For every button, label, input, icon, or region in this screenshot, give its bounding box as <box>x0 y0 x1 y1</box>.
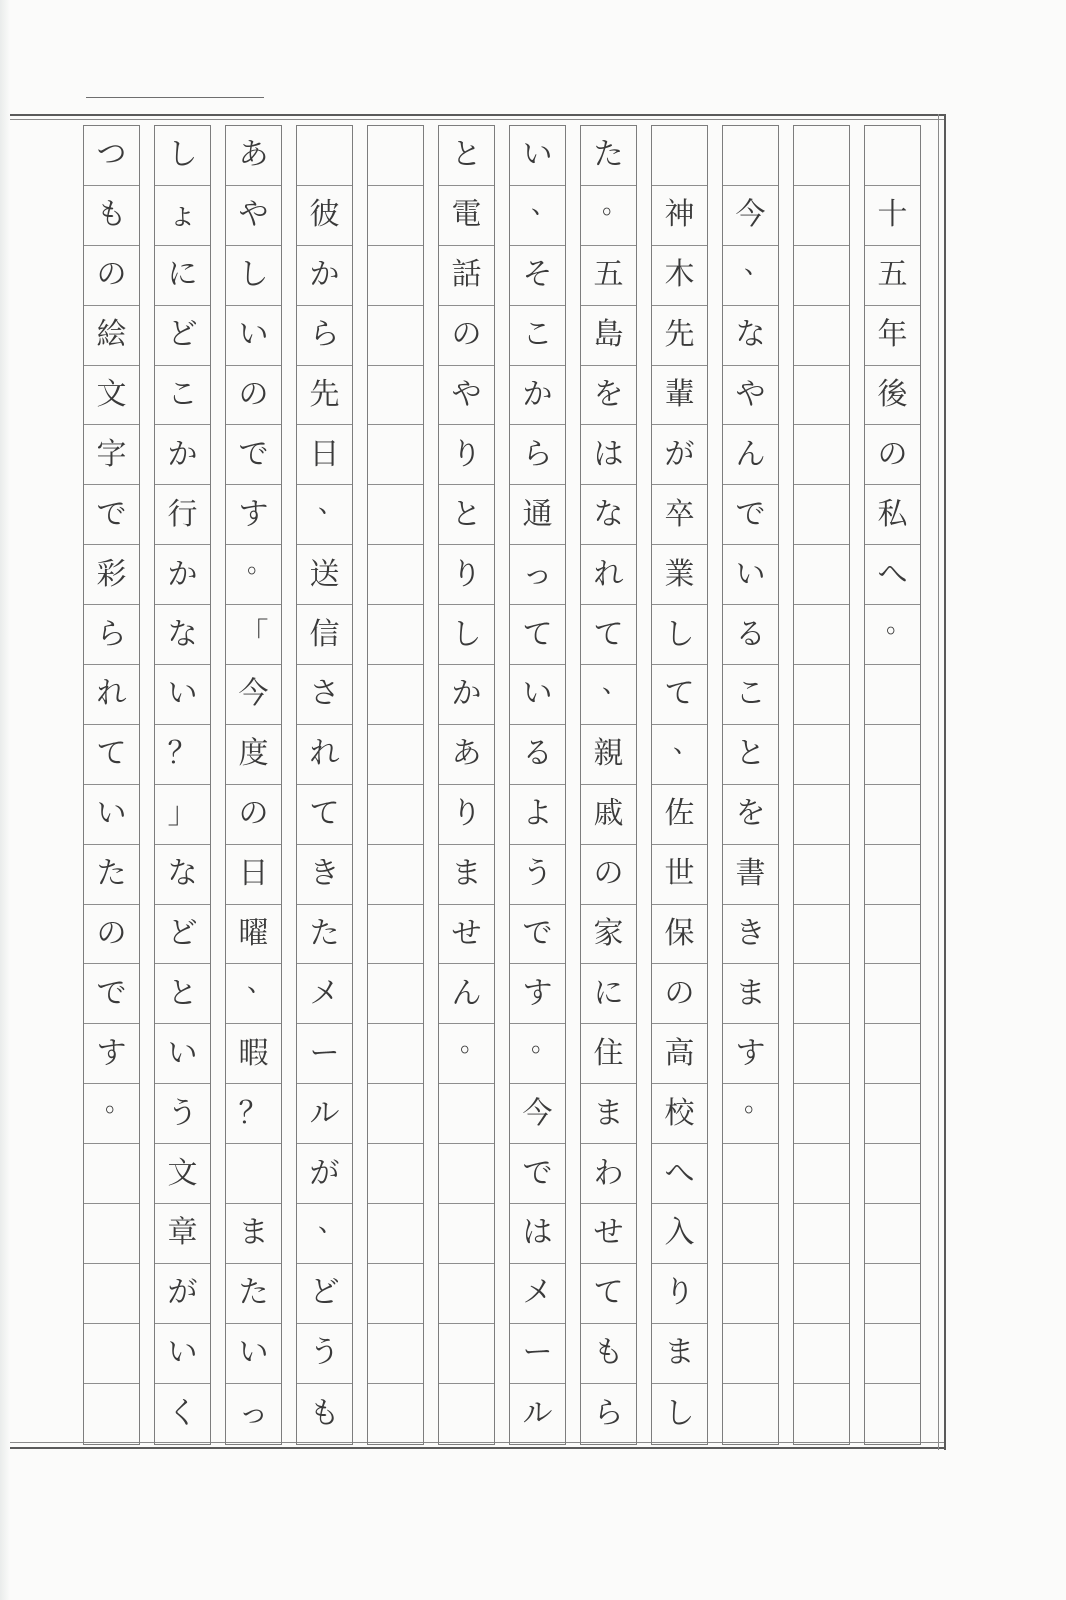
grid-cell <box>794 545 849 605</box>
grid-cell: 私 <box>865 485 920 545</box>
grid-cell <box>794 306 849 366</box>
grid-cell: し <box>664 1395 695 1431</box>
grid-cell: い <box>510 126 565 186</box>
grid-cell: 。 <box>581 186 636 246</box>
grid-cell <box>368 1204 423 1264</box>
manuscript-column <box>722 125 779 1445</box>
grid-cell: い <box>84 785 139 845</box>
grid-cell: ん <box>439 964 494 1024</box>
grid-cell: に <box>155 246 210 306</box>
grid-cell: て <box>84 725 139 785</box>
grid-cell <box>368 425 423 485</box>
grid-cell <box>794 1144 849 1204</box>
grid-cell <box>84 1204 139 1264</box>
grid-cell: 戚 <box>581 785 636 845</box>
grid-cell: 送 <box>297 545 352 605</box>
grid-cell: が <box>155 1264 210 1324</box>
grid-cell: ま <box>652 1324 707 1384</box>
grid-cell <box>723 1264 778 1324</box>
grid-cell: こ <box>510 306 565 366</box>
grid-cell: が <box>652 425 707 485</box>
grid-cell <box>439 1324 494 1384</box>
grid-cell: す <box>723 1024 778 1084</box>
grid-cell: か <box>155 425 210 485</box>
grid-cell: 業 <box>652 545 707 605</box>
grid-cell <box>368 785 423 845</box>
grid-cell: た <box>84 845 139 905</box>
grid-cell: か <box>439 665 494 725</box>
grid-cell: き <box>723 905 778 965</box>
grid-cell: 島 <box>581 306 636 366</box>
grid-cell <box>794 485 849 545</box>
grid-cell: 文 <box>84 366 139 426</box>
grid-cell: い <box>226 1324 281 1384</box>
grid-cell <box>368 246 423 306</box>
grid-cell: あ <box>439 725 494 785</box>
grid-cell: ら <box>510 425 565 485</box>
grid-cell <box>865 1264 920 1324</box>
grid-cell: た <box>226 1264 281 1324</box>
grid-cell <box>794 964 849 1024</box>
grid-cell: の <box>439 306 494 366</box>
grid-cell: で <box>723 485 778 545</box>
grid-cell: ど <box>297 1264 352 1324</box>
grid-cell: つ <box>84 126 139 186</box>
frame-right-border <box>938 114 946 1450</box>
grid-cell: き <box>297 845 352 905</box>
scan-edge <box>0 0 10 1600</box>
grid-cell: す <box>84 1024 139 1084</box>
grid-cell: わ <box>581 1144 636 1204</box>
grid-cell: そ <box>510 246 565 306</box>
grid-cell: や <box>226 186 281 246</box>
grid-cell <box>865 905 920 965</box>
grid-cell <box>368 1324 423 1384</box>
grid-cell: 高 <box>652 1024 707 1084</box>
grid-cell <box>794 785 849 845</box>
grid-cell <box>794 665 849 725</box>
grid-cell: 文 <box>155 1144 210 1204</box>
grid-cell <box>723 1324 778 1384</box>
grid-cell: 入 <box>652 1204 707 1264</box>
grid-cell: 親 <box>581 725 636 785</box>
grid-cell: ま <box>439 845 494 905</box>
grid-cell: あ <box>226 126 281 186</box>
grid-cell <box>865 964 920 1024</box>
grid-cell: ？ <box>155 725 210 785</box>
grid-cell: 、 <box>581 665 636 725</box>
grid-cell: る <box>510 725 565 785</box>
grid-cell: せ <box>439 905 494 965</box>
grid-cell <box>368 485 423 545</box>
grid-cell: 校 <box>652 1084 707 1144</box>
grid-cell: ら <box>593 1395 624 1431</box>
grid-cell: う <box>297 1324 352 1384</box>
manuscript-column <box>296 125 353 1445</box>
grid-cell: ん <box>723 425 778 485</box>
grid-cell <box>368 1084 423 1144</box>
grid-cell <box>865 1324 920 1384</box>
grid-cell: っ <box>238 1395 269 1431</box>
grid-cell: ー <box>510 1324 565 1384</box>
grid-cell <box>368 1264 423 1324</box>
grid-cell <box>794 126 849 186</box>
grid-cell: 彩 <box>84 545 139 605</box>
grid-cell: の <box>84 246 139 306</box>
manuscript-column <box>225 125 282 1445</box>
grid-cell: 日 <box>297 425 352 485</box>
grid-cell: 彼 <box>297 186 352 246</box>
grid-cell <box>439 1084 494 1144</box>
grid-cell: か <box>297 246 352 306</box>
grid-cell <box>794 186 849 246</box>
grid-cell: 。 <box>865 605 920 665</box>
grid-cell: 、 <box>297 485 352 545</box>
grid-cell <box>368 1024 423 1084</box>
grid-cell <box>368 366 423 426</box>
grid-cell <box>723 1204 778 1264</box>
grid-cell: 住 <box>581 1024 636 1084</box>
grid-cell <box>865 845 920 905</box>
grid-cell <box>794 1084 849 1144</box>
grid-cell: 信 <box>297 605 352 665</box>
grid-cell: 暇 <box>226 1024 281 1084</box>
grid-cell: る <box>723 605 778 665</box>
grid-cell: 、 <box>226 964 281 1024</box>
grid-cell <box>865 1384 920 1444</box>
grid-cell: ら <box>297 306 352 366</box>
grid-cell: 度 <box>226 725 281 785</box>
grid-cell: 年 <box>865 306 920 366</box>
grid-cell: ょ <box>155 186 210 246</box>
grid-cell: う <box>510 845 565 905</box>
grid-cell: に <box>581 964 636 1024</box>
grid-cell: く <box>167 1395 198 1431</box>
grid-cell: 先 <box>652 306 707 366</box>
grid-cell: を <box>581 366 636 426</box>
grid-cell: ら <box>84 605 139 665</box>
manuscript-column <box>580 125 637 1445</box>
grid-cell: な <box>155 605 210 665</box>
grid-cell <box>723 1144 778 1204</box>
grid-cell <box>84 1144 139 1204</box>
grid-cell: の <box>865 425 920 485</box>
grid-cell <box>794 246 849 306</box>
grid-cell: と <box>155 964 210 1024</box>
grid-cell: す <box>510 964 565 1024</box>
grid-cell: し <box>155 126 210 186</box>
grid-cell <box>865 1204 920 1264</box>
grid-cell: れ <box>297 725 352 785</box>
grid-cell: を <box>723 785 778 845</box>
grid-cell: 。 <box>84 1084 139 1144</box>
grid-cell: て <box>297 785 352 845</box>
grid-cell: ど <box>155 306 210 366</box>
grid-cell: よ <box>510 785 565 845</box>
grid-cell: ？ <box>226 1084 281 1144</box>
grid-cell: の <box>226 366 281 426</box>
name-underline <box>86 97 264 98</box>
grid-cell <box>368 845 423 905</box>
grid-cell: な <box>723 306 778 366</box>
grid-cell <box>794 905 849 965</box>
grid-cell: も <box>309 1395 340 1431</box>
grid-cell: へ <box>652 1144 707 1204</box>
grid-cell: 今 <box>226 665 281 725</box>
grid-cell: の <box>84 905 139 965</box>
grid-cell: も <box>84 186 139 246</box>
grid-cell: 、 <box>652 725 707 785</box>
grid-cell: 今 <box>723 186 778 246</box>
grid-cell: 。 <box>439 1024 494 1084</box>
grid-cell: で <box>226 425 281 485</box>
grid-cell <box>794 1024 849 1084</box>
grid-cell <box>226 1144 281 1204</box>
grid-cell: し <box>652 605 707 665</box>
grid-cell: て <box>510 605 565 665</box>
grid-cell: て <box>581 1264 636 1324</box>
grid-cell <box>368 905 423 965</box>
grid-cell: 通 <box>510 485 565 545</box>
grid-cell: ル <box>297 1084 352 1144</box>
grid-cell: 五 <box>865 246 920 306</box>
grid-cell: 日 <box>226 845 281 905</box>
grid-cell <box>794 1264 849 1324</box>
grid-cell: の <box>652 964 707 1024</box>
manuscript-grid <box>83 125 921 1445</box>
grid-cell <box>84 1324 139 1384</box>
grid-cell: か <box>510 366 565 426</box>
grid-cell <box>368 725 423 785</box>
grid-cell <box>297 126 352 186</box>
grid-cell: 話 <box>439 246 494 306</box>
grid-cell: れ <box>84 665 139 725</box>
grid-cell: し <box>439 605 494 665</box>
grid-cell: 、 <box>510 186 565 246</box>
grid-cell: と <box>723 725 778 785</box>
grid-cell: し <box>226 246 281 306</box>
grid-cell: て <box>581 605 636 665</box>
grid-cell <box>794 425 849 485</box>
grid-cell: 「 <box>226 605 281 665</box>
grid-cell: で <box>84 485 139 545</box>
manuscript-column <box>83 125 140 1445</box>
grid-cell: は <box>510 1204 565 1264</box>
grid-cell: り <box>439 545 494 605</box>
grid-cell <box>865 785 920 845</box>
grid-cell: す <box>226 485 281 545</box>
grid-cell <box>865 1084 920 1144</box>
grid-cell: さ <box>297 665 352 725</box>
grid-cell: メ <box>510 1264 565 1324</box>
manuscript-column <box>793 125 850 1445</box>
grid-cell: 章 <box>155 1204 210 1264</box>
grid-cell <box>368 126 423 186</box>
grid-cell: て <box>652 665 707 725</box>
grid-cell: ー <box>297 1024 352 1084</box>
grid-cell: は <box>581 425 636 485</box>
grid-cell: の <box>581 845 636 905</box>
grid-cell: い <box>155 1324 210 1384</box>
grid-cell: い <box>155 665 210 725</box>
manuscript-column <box>864 125 921 1445</box>
grid-cell: で <box>510 1144 565 1204</box>
grid-cell: や <box>439 366 494 426</box>
grid-cell: 。 <box>226 545 281 605</box>
grid-cell: 保 <box>652 905 707 965</box>
grid-cell: 五 <box>581 246 636 306</box>
grid-cell <box>794 1384 849 1444</box>
grid-cell: れ <box>581 545 636 605</box>
grid-cell <box>794 605 849 665</box>
grid-cell: 佐 <box>652 785 707 845</box>
grid-cell: 、 <box>297 1204 352 1264</box>
grid-cell: 木 <box>652 246 707 306</box>
grid-cell: か <box>155 545 210 605</box>
grid-cell: 家 <box>581 905 636 965</box>
grid-cell: 世 <box>652 845 707 905</box>
grid-cell: 神 <box>652 186 707 246</box>
grid-cell: な <box>155 845 210 905</box>
grid-cell: り <box>652 1264 707 1324</box>
grid-cell: 絵 <box>84 306 139 366</box>
grid-cell: こ <box>723 665 778 725</box>
grid-cell: な <box>581 485 636 545</box>
grid-cell: 今 <box>510 1084 565 1144</box>
grid-cell: ま <box>226 1204 281 1264</box>
grid-cell <box>439 1144 494 1204</box>
grid-cell <box>84 1384 139 1444</box>
grid-cell <box>368 545 423 605</box>
grid-cell: や <box>723 366 778 426</box>
grid-cell: ど <box>155 905 210 965</box>
grid-cell <box>368 665 423 725</box>
grid-cell: が <box>297 1144 352 1204</box>
grid-cell: で <box>84 964 139 1024</box>
grid-cell <box>865 1024 920 1084</box>
manuscript-column <box>154 125 211 1445</box>
grid-cell <box>368 306 423 366</box>
grid-cell: 行 <box>155 485 210 545</box>
grid-cell: の <box>226 785 281 845</box>
grid-cell: メ <box>297 964 352 1024</box>
grid-cell: と <box>439 485 494 545</box>
manuscript-column <box>651 125 708 1445</box>
grid-cell: ま <box>723 964 778 1024</box>
grid-cell <box>794 366 849 426</box>
grid-cell: 電 <box>439 186 494 246</box>
grid-cell: た <box>297 905 352 965</box>
grid-cell <box>439 1384 494 1444</box>
grid-cell: せ <box>581 1204 636 1264</box>
grid-cell: い <box>226 306 281 366</box>
grid-cell: 十 <box>865 186 920 246</box>
grid-cell <box>865 665 920 725</box>
grid-cell: り <box>439 425 494 485</box>
grid-cell: ま <box>581 1084 636 1144</box>
grid-cell: 、 <box>723 246 778 306</box>
grid-cell <box>723 1384 778 1444</box>
grid-cell <box>865 725 920 785</box>
frame-top-border <box>10 114 946 120</box>
grid-cell: 書 <box>723 845 778 905</box>
grid-cell <box>368 1384 423 1444</box>
grid-cell <box>368 964 423 1024</box>
grid-cell <box>84 1264 139 1324</box>
grid-cell <box>368 605 423 665</box>
grid-cell: う <box>155 1084 210 1144</box>
grid-cell: こ <box>155 366 210 426</box>
grid-cell: 後 <box>865 366 920 426</box>
grid-cell: り <box>439 785 494 845</box>
grid-cell: た <box>581 126 636 186</box>
grid-cell <box>865 1144 920 1204</box>
manuscript-column <box>509 125 566 1445</box>
grid-cell: も <box>581 1324 636 1384</box>
manuscript-column <box>438 125 495 1445</box>
grid-cell <box>794 845 849 905</box>
grid-cell: い <box>155 1024 210 1084</box>
grid-cell <box>439 1264 494 1324</box>
grid-cell: 先 <box>297 366 352 426</box>
grid-cell: へ <box>865 545 920 605</box>
grid-cell: で <box>510 905 565 965</box>
grid-cell <box>794 725 849 785</box>
grid-cell <box>439 1204 494 1264</box>
grid-cell: 字 <box>84 425 139 485</box>
grid-cell <box>794 1204 849 1264</box>
grid-cell: い <box>723 545 778 605</box>
grid-cell: 曜 <box>226 905 281 965</box>
grid-cell <box>368 1144 423 1204</box>
grid-cell: 。 <box>723 1084 778 1144</box>
grid-cell: 卒 <box>652 485 707 545</box>
grid-cell: っ <box>510 545 565 605</box>
grid-cell <box>794 1324 849 1384</box>
grid-cell: と <box>439 126 494 186</box>
grid-cell: 輩 <box>652 366 707 426</box>
grid-cell: ル <box>522 1395 553 1431</box>
grid-cell: い <box>510 665 565 725</box>
grid-cell <box>368 186 423 246</box>
grid-cell: 」 <box>155 785 210 845</box>
manuscript-column <box>367 125 424 1445</box>
grid-cell: 。 <box>510 1024 565 1084</box>
grid-cell <box>865 126 920 186</box>
grid-cell <box>652 126 707 186</box>
grid-cell <box>723 126 778 186</box>
